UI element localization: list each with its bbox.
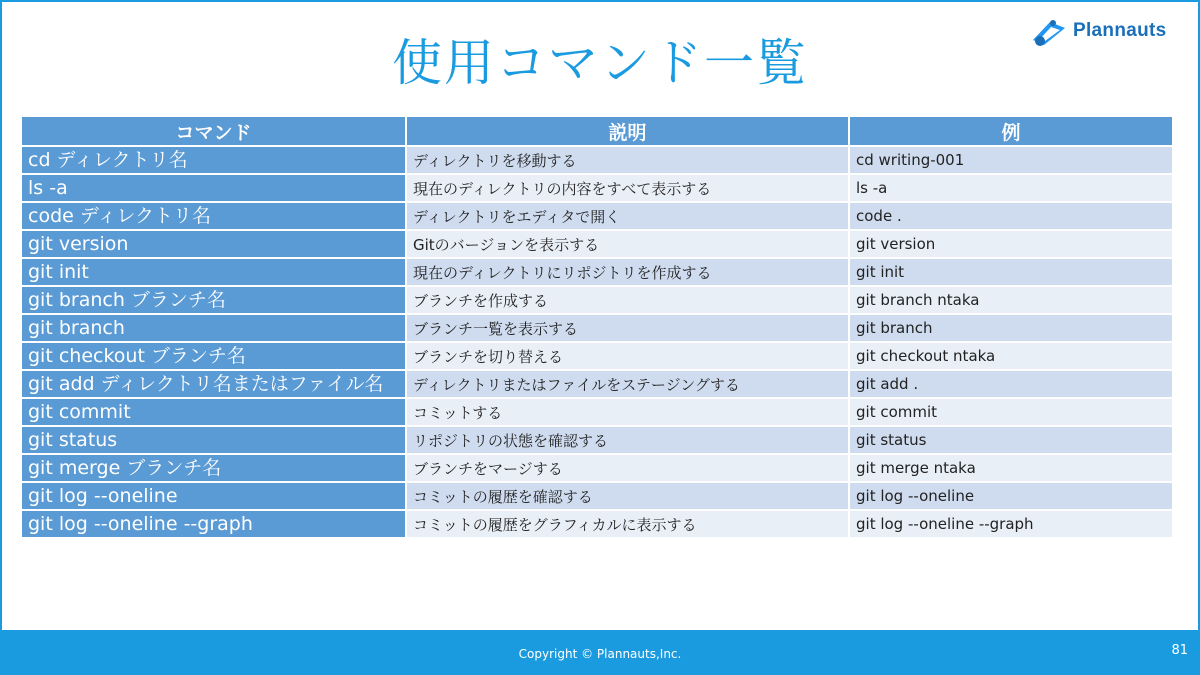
description-cell: ブランチを切り替える <box>406 342 849 370</box>
command-cell: git branch <box>21 314 406 342</box>
description-cell: コミットの履歴を確認する <box>406 482 849 510</box>
description-cell: 現在のディレクトリにリポジトリを作成する <box>406 258 849 286</box>
example-cell: git commit <box>849 398 1173 426</box>
command-cell: git init <box>21 258 406 286</box>
table-row <box>21 426 1173 454</box>
command-cell: cd ディレクトリ名 <box>21 146 406 174</box>
table-row <box>21 370 1173 398</box>
table-row <box>21 398 1173 426</box>
plannauts-logo <box>1030 16 1167 46</box>
example-cell: ls -a <box>849 174 1173 202</box>
command-table <box>20 115 1174 539</box>
description-cell: ブランチ一覧を表示する <box>406 314 849 342</box>
table-row <box>21 174 1173 202</box>
example-cell: git init <box>849 258 1173 286</box>
command-cell: git branch ブランチ名 <box>21 286 406 314</box>
command-cell: git version <box>21 230 406 258</box>
command-cell: git checkout ブランチ名 <box>21 342 406 370</box>
command-cell: git commit <box>21 398 406 426</box>
description-cell: ブランチを作成する <box>406 286 849 314</box>
example-cell: git branch <box>849 314 1173 342</box>
command-cell: git log --oneline <box>21 482 406 510</box>
example-cell: git log --oneline --graph <box>849 510 1173 538</box>
description-cell: 現在のディレクトリの内容をすべて表示する <box>406 174 849 202</box>
table-row <box>21 230 1173 258</box>
description-cell: ディレクトリをエディタで開く <box>406 202 849 230</box>
logo-mark-icon <box>1030 16 1068 46</box>
command-cell: git log --oneline --graph <box>21 510 406 538</box>
table-row <box>21 202 1173 230</box>
description-cell: Gitのバージョンを表示する <box>406 230 849 258</box>
column-header-description: 説明 <box>406 116 849 146</box>
table-row <box>21 258 1173 286</box>
table-row <box>21 286 1173 314</box>
logo-text: Plannauts <box>1073 20 1167 41</box>
example-cell: git status <box>849 426 1173 454</box>
example-cell: cd writing-001 <box>849 146 1173 174</box>
table-row <box>21 146 1173 174</box>
example-cell: git version <box>849 230 1173 258</box>
command-cell: git add ディレクトリ名またはファイル名 <box>21 370 406 398</box>
page-number: 81 <box>1171 643 1188 658</box>
example-cell: git add . <box>849 370 1173 398</box>
command-cell: git status <box>21 426 406 454</box>
example-cell: git checkout ntaka <box>849 342 1173 370</box>
table-row <box>21 482 1173 510</box>
copyright-text: Copyright © Plannauts,Inc. <box>518 647 682 661</box>
column-header-example: 例 <box>849 116 1173 146</box>
table-header-row <box>21 116 1173 146</box>
column-header-command: コマンド <box>21 116 406 146</box>
slide-title: 使用コマンド一覧 <box>392 34 808 92</box>
footer-bar <box>0 630 1200 675</box>
description-cell: ブランチをマージする <box>406 454 849 482</box>
example-cell: git branch ntaka <box>849 286 1173 314</box>
example-cell: git merge ntaka <box>849 454 1173 482</box>
command-cell: code ディレクトリ名 <box>21 202 406 230</box>
description-cell: ディレクトリを移動する <box>406 146 849 174</box>
command-cell: ls -a <box>21 174 406 202</box>
description-cell: リポジトリの状態を確認する <box>406 426 849 454</box>
description-cell: コミットの履歴をグラフィカルに表示する <box>406 510 849 538</box>
table-row <box>21 510 1173 538</box>
command-cell: git merge ブランチ名 <box>21 454 406 482</box>
description-cell: ディレクトリまたはファイルをステージングする <box>406 370 849 398</box>
description-cell: コミットする <box>406 398 849 426</box>
example-cell: code . <box>849 202 1173 230</box>
example-cell: git log --oneline <box>849 482 1173 510</box>
table-row <box>21 314 1173 342</box>
table-row <box>21 454 1173 482</box>
table-row <box>21 342 1173 370</box>
